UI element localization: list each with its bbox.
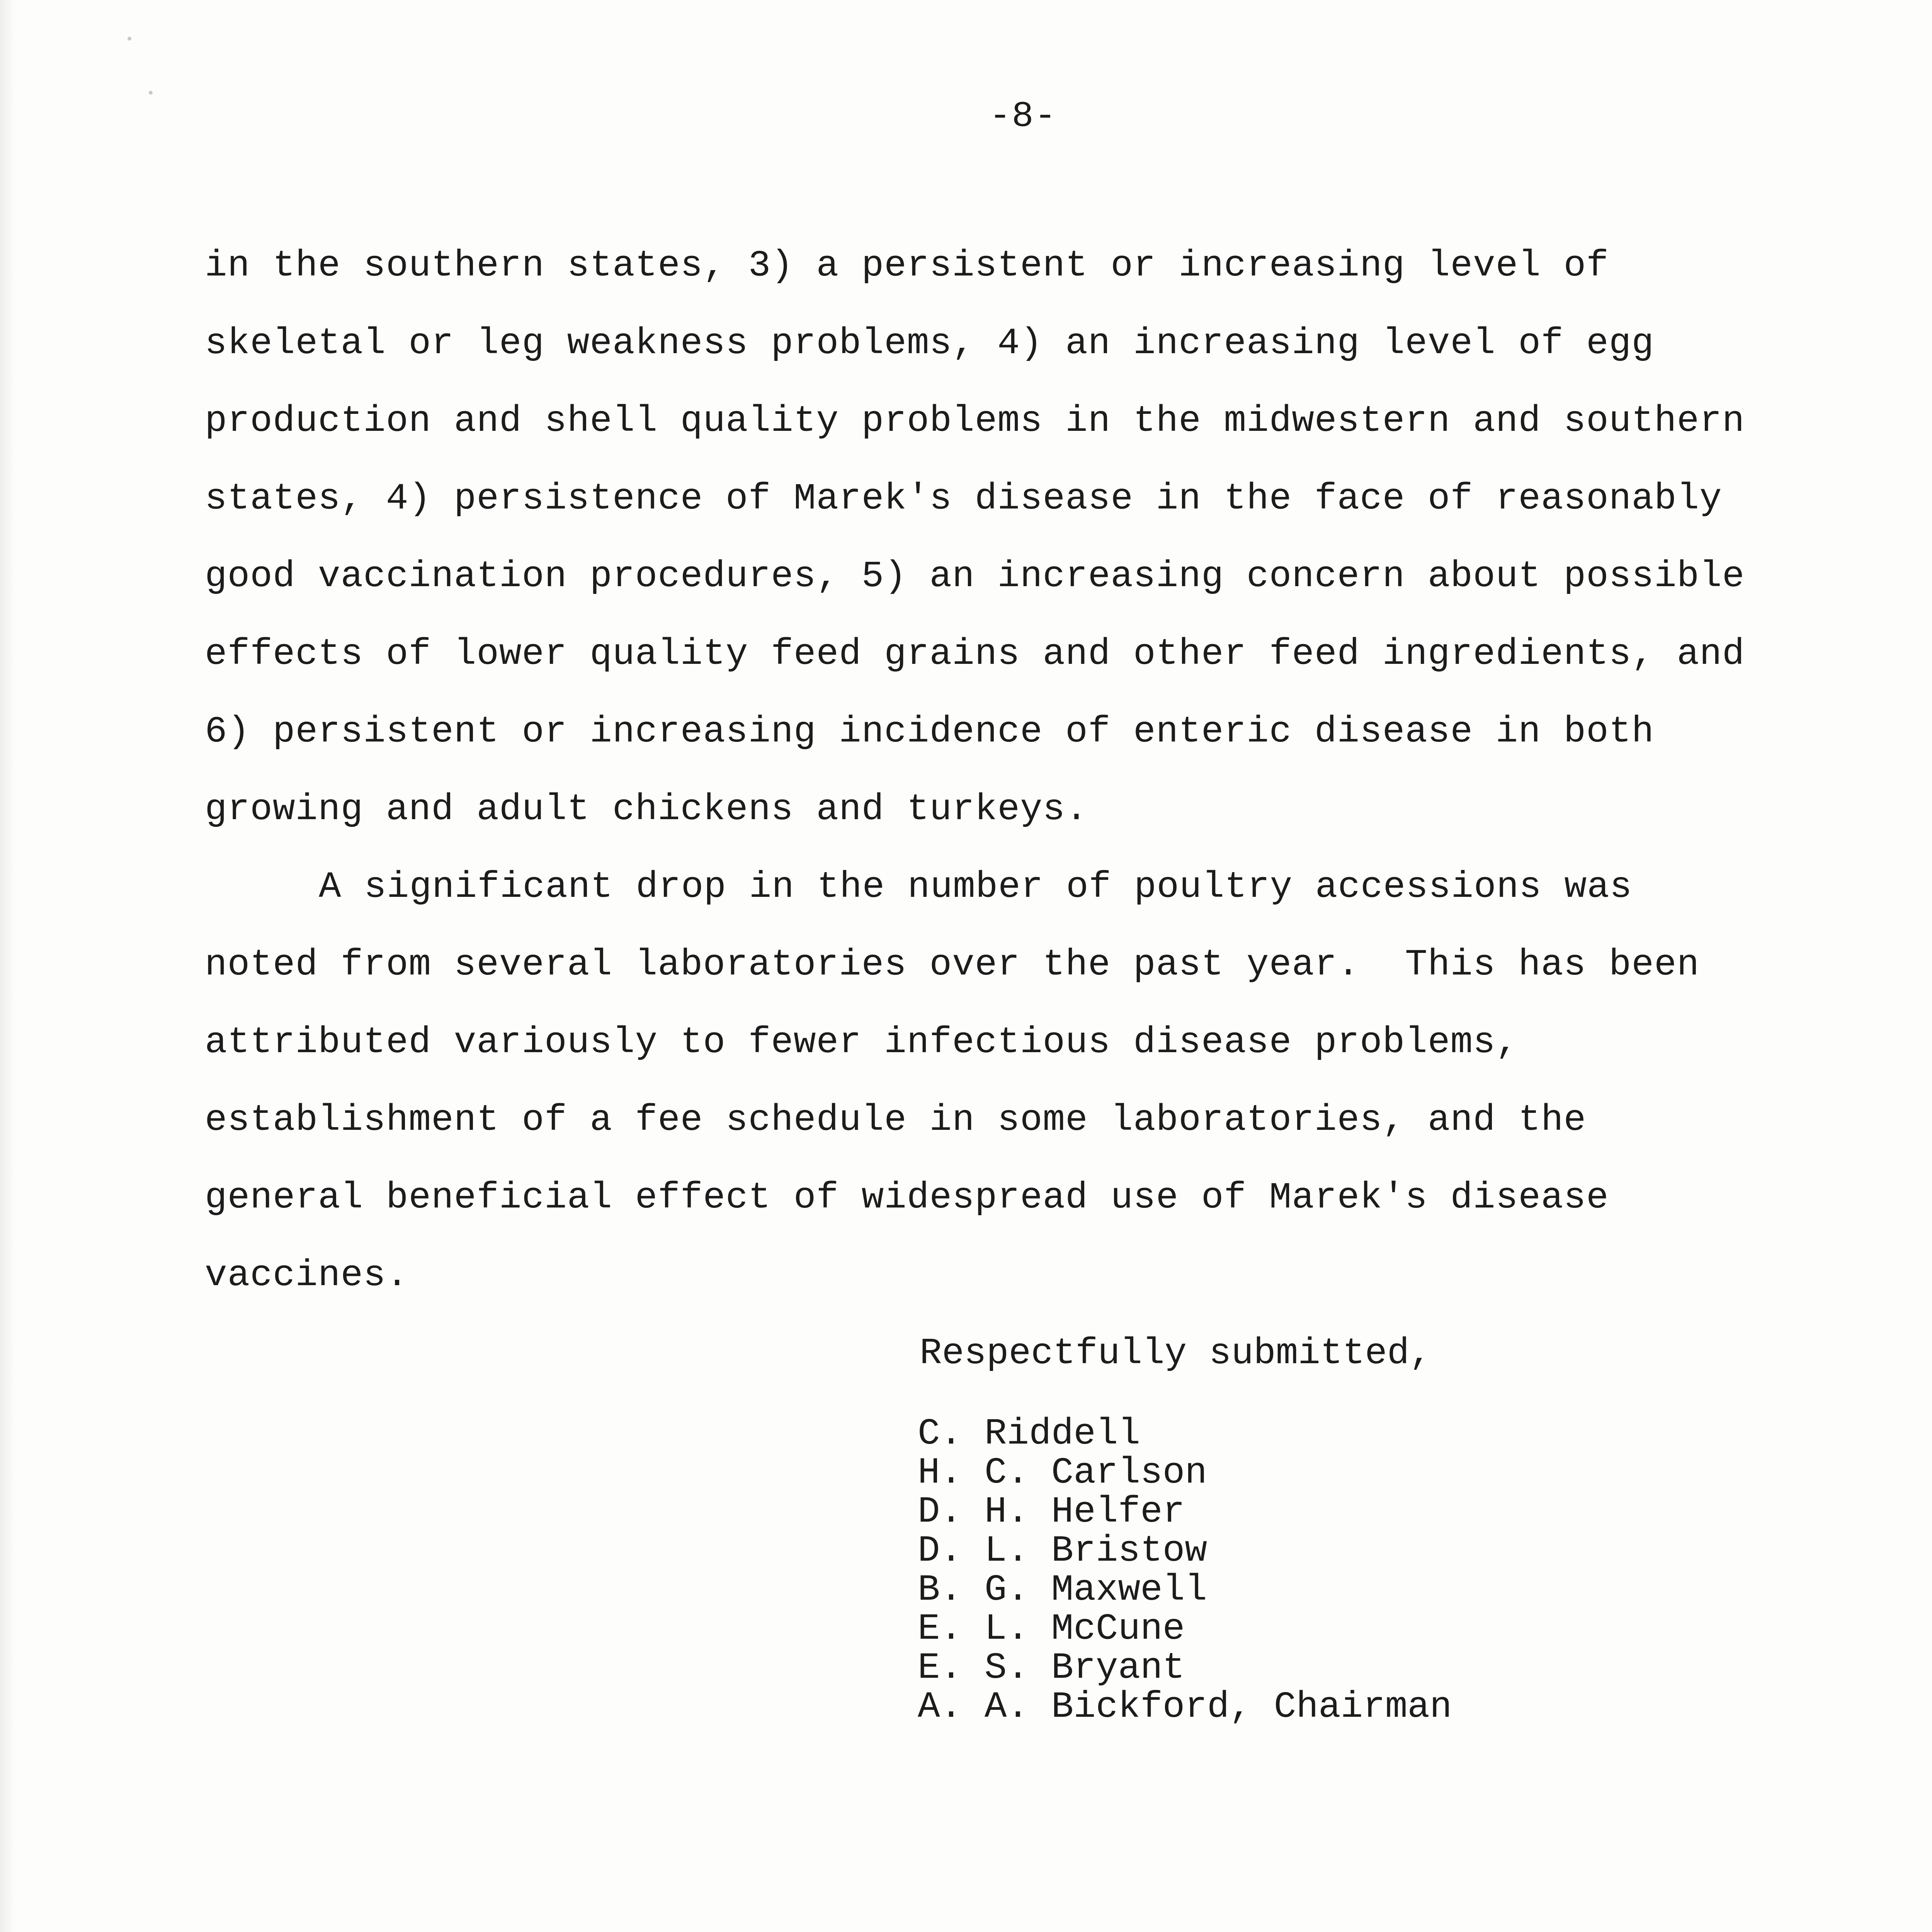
text-line: states, 4) persistence of Marek's disease in the face of reasonably bbox=[205, 478, 1722, 520]
signer-name: E. L. McCune bbox=[918, 1608, 1185, 1650]
page-edge-shadow bbox=[0, 0, 15, 1932]
text-line: in the southern states, 3) a persistent or increasing level of bbox=[205, 245, 1609, 287]
text-line: attributed variously to fewer infectious disease problems, bbox=[205, 1021, 1519, 1063]
text-line: production and shell quality problems in the midwestern and southern bbox=[205, 400, 1745, 442]
text-line: noted from several laboratories over the past year. This has been bbox=[205, 944, 1700, 986]
signer-name: H. C. Carlson bbox=[918, 1452, 1207, 1494]
page-number: -8- bbox=[989, 96, 1057, 137]
signer-name: E. S. Bryant bbox=[918, 1647, 1185, 1689]
text-line: establishment of a fee schedule in some laboratories, and the bbox=[205, 1099, 1587, 1141]
text-line: skeletal or leg weakness problems, 4) an increasing level of egg bbox=[205, 322, 1654, 364]
signer-name: C. Riddell bbox=[918, 1413, 1141, 1455]
closing-line: Respectfully submitted, bbox=[920, 1332, 1432, 1374]
text-line: general beneficial effect of widespread use of Marek's disease bbox=[205, 1177, 1609, 1219]
signature-list bbox=[918, 1414, 1452, 1726]
paper-speck bbox=[149, 91, 153, 95]
text-line: growing and adult chickens and turkeys. bbox=[205, 788, 1088, 830]
text-line: vaccines. bbox=[205, 1254, 409, 1296]
paper-speck bbox=[128, 37, 131, 41]
signer-name: D. L. Bristow bbox=[918, 1530, 1207, 1572]
text-line: A significant drop in the number of poultry accessions was bbox=[319, 866, 1633, 908]
signer-name: A. A. Bickford, Chairman bbox=[918, 1686, 1452, 1728]
text-line: effects of lower quality feed grains and other feed ingredients, and bbox=[205, 633, 1745, 675]
signer-name: B. G. Maxwell bbox=[918, 1569, 1207, 1611]
text-line: 6) persistent or increasing incidence of enteric disease in both bbox=[205, 711, 1654, 753]
text-line: good vaccination procedures, 5) an increasing concern about possible bbox=[205, 555, 1745, 597]
signer-name: D. H. Helfer bbox=[918, 1491, 1185, 1533]
